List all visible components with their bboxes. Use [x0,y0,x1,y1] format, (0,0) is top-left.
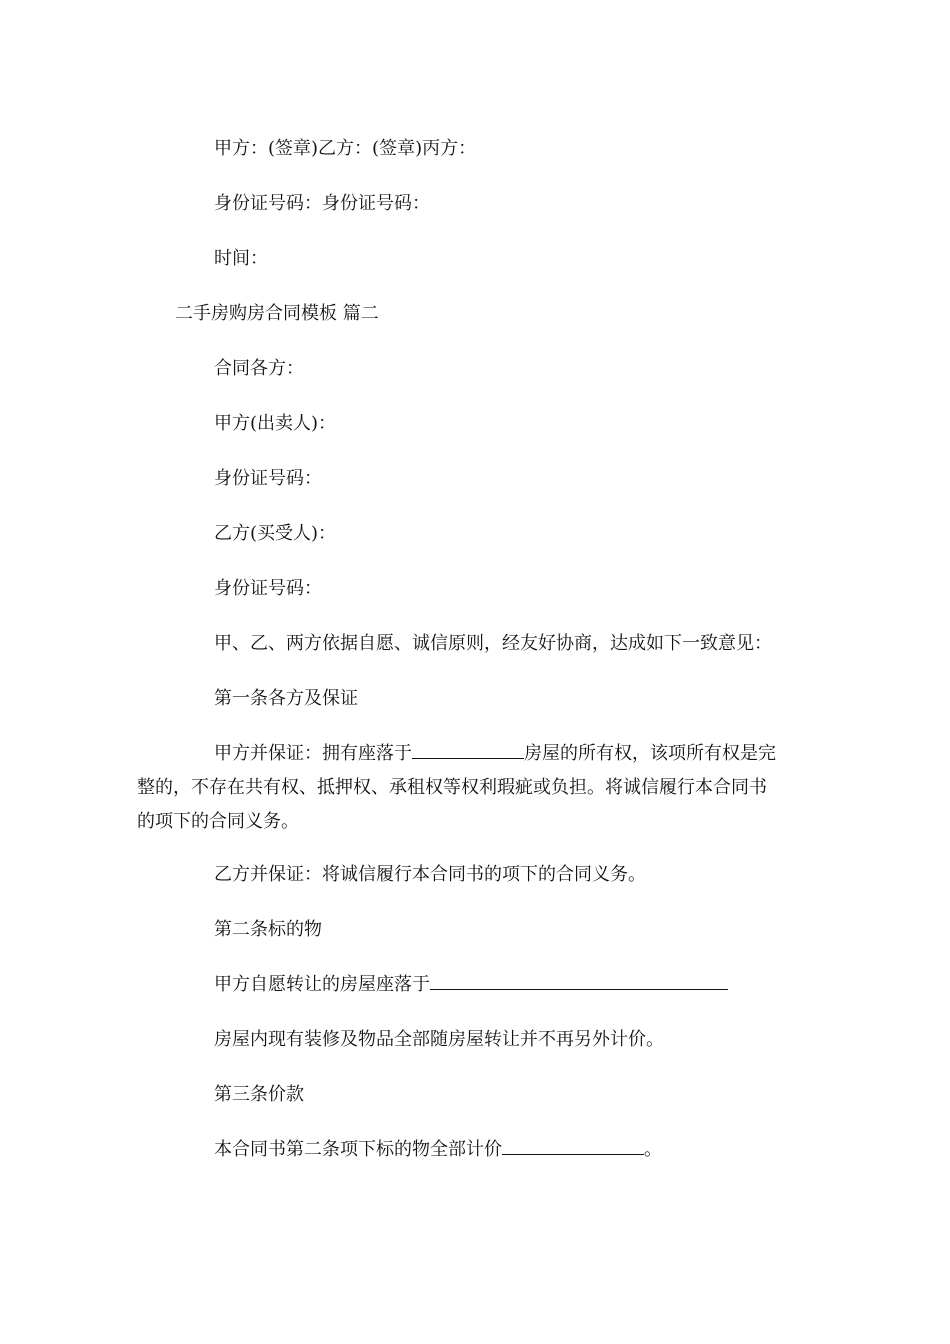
party-b-id-line: 身份证号码： [214,578,322,599]
parties-intro: 合同各方： [214,358,304,379]
party-b-line: 乙方(买受人)： [214,523,337,544]
location-blank-2 [430,973,728,990]
party-a-id-line: 身份证号码： [214,468,322,489]
signature-time-line: 时间： [214,248,268,269]
article2-fixtures: 房屋内现有装修及物品全部随房屋转让并不再另外计价。 [214,1029,664,1050]
price-pre: 本合同书第二条项下标的物全部计价 [214,1139,502,1160]
article1-a-guarantee-line3: 的项下的合同义务。 [137,811,299,832]
price-blank [502,1138,644,1155]
article2-heading: 第二条标的物 [214,919,322,940]
price-post: 。 [644,1139,662,1160]
section-title: 二手房购房合同模板 篇二 [175,303,379,324]
signature-id-line: 身份证号码：身份证号码： [214,193,430,214]
article1-b-guarantee: 乙方并保证：将诚信履行本合同书的项下的合同义务。 [214,864,646,885]
agreement-line: 甲、乙、两方依据自愿、诚信原则，经友好协商，达成如下一致意见： [214,633,772,654]
article1-a-guarantee-line1 [214,742,776,766]
article3-price-line [214,1138,662,1162]
a-guarantee-pre: 甲方并保证：拥有座落于 [214,743,412,764]
article1-a-guarantee-line2: 整的，不存在共有权、抵押权、承租权等权利瑕疵或负担。将诚信履行本合同书 [137,777,767,798]
a-guarantee-post: 房屋的所有权，该项所有权是完 [524,743,776,764]
location-pre: 甲方自愿转让的房屋座落于 [214,974,430,995]
article1-heading: 第一条各方及保证 [214,688,358,709]
article2-location-line [214,973,728,997]
article3-heading: 第三条价款 [214,1084,304,1105]
location-blank-1 [412,742,524,759]
party-a-line: 甲方(出卖人)： [214,413,337,434]
signature-parties-line: 甲方：(签章)乙方：(签章)丙方： [214,138,477,159]
